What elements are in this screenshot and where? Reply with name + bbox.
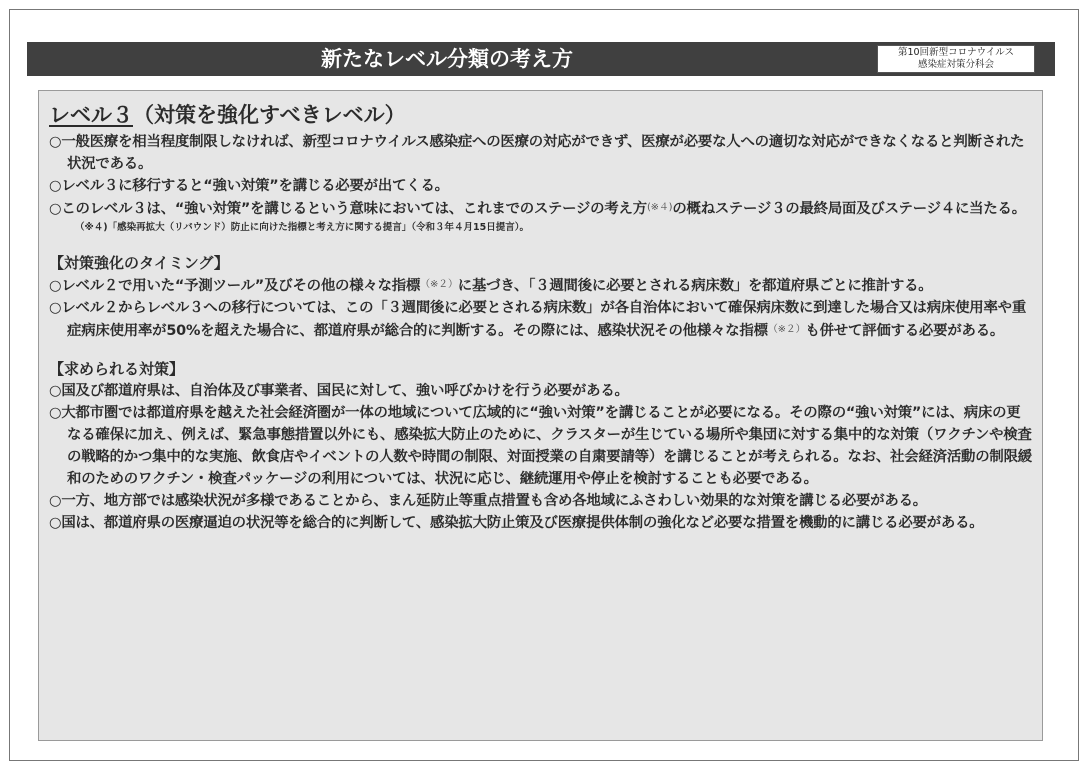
page-title: 新たなレベル分類の考え方 [321,47,573,71]
level-heading [49,101,1034,129]
measures-bullet-3: ○一方、地方部では感染状況が多様であることから、まん延防止等重点措置も含め各地域にふさわしい効果的な対策を講じる必要がある。 [49,493,927,509]
org-badge-line2: 感染症対策分科会 [917,59,994,70]
org-badge-line1: 第10回新型コロナウイルス [897,47,1015,58]
timing-bullet-1 [49,274,1034,297]
level-bullet-3-text-b: の概ねステージ３の最終局面及びステージ４に当たる。 [672,201,1026,217]
level-bullet-2: ○レベル３に移行すると“強い対策”を講じる必要が出てくる。 [49,178,449,194]
measures-heading: 【求められる対策】 [49,360,185,378]
timing-bullet-1-text-a: ○レベル２で用いた“予測ツール”及びその他の様々な指標 [49,278,421,294]
timing-bullet-2-text-a: ○レベル２からレベル３への移行については、この「３週間後に必要とされる病床数」が各自治体において確保病床数に到達した場合又は病床使用率や重症病床使用率が50%を超えた場合に、都道府県が総合的に判断する。その際には、感染状況その他様々な指標 [49,300,1027,339]
content-panel [38,90,1043,741]
footnote-ref-2: （※２） [420,279,458,290]
level-subtitle: （対策を強化すべきレベル） [133,103,406,127]
timing-bullet-2 [49,297,1034,342]
timing-bullet-1-text-b: に基づき、「３週間後に必要とされる病床数」を都道府県ごとに推計する。 [457,278,933,294]
level-bullet-1: ○一般医療を相当程度制限しなければ、新型コロナウイルス感染症への医療の対応ができず、医療が必要な人への適切な対応ができなくなると判断された状況である。 [49,134,1025,172]
measures-bullet-1: ○国及び都道府県は、自治体及び事業者、国民に対して、強い呼びかけを行う必要がある。 [49,383,629,399]
organization-badge [877,45,1035,73]
title-bar [27,42,1055,76]
footnote-ref-2b: （※２） [767,324,806,335]
footnote-ref-4: (※４) [646,202,673,213]
level-label: レベル３ [49,103,133,127]
timing-bullet-2-text-b: も併せて評価する必要がある。 [805,323,1005,339]
measures-bullet-2: ○大都市圏では都道府県を越えた社会経済圏が一体の地域について広域的に“強い対策”を講じることが必要になる。その際の“強い対策”には、病床の更なる確保に加え、例えば、緊急事態措置以外にも、感染拡大防止のために、クラスターが生じている場所や集団に対する集中的な対策（ワクチンや検査の戦略的かつ集中的な実施、飲食店やイベントの人数や時間の制限、対面授業の自粛要請等）を講じることが考えられる。なお、社会経済活動の制限緩和のためのワクチン・検査パッケージの利用については、状況に応じ、継続運用や停止を検討することも必要である。 [49,405,1032,487]
measures-bullet-4: ○国は、都道府県の医療逼迫の状況等を総合的に判断して、感染拡大防止策及び医療提供体制の強化など必要な措置を機動的に講じる必要がある。 [49,515,984,531]
level-bullet-3-text-a: ○このレベル３は、“強い対策”を講じるという意味においては、これまでのステージの考え方 [49,201,647,217]
footnote-4: （※４)「感染再拡大（リバウンド）防止に向けた指標と考え方に関する提言」（令和３年４月15日提言）。 [75,222,530,233]
timing-heading: 【対策強化のタイミング】 [49,254,229,272]
level-bullet-3 [49,197,1034,220]
